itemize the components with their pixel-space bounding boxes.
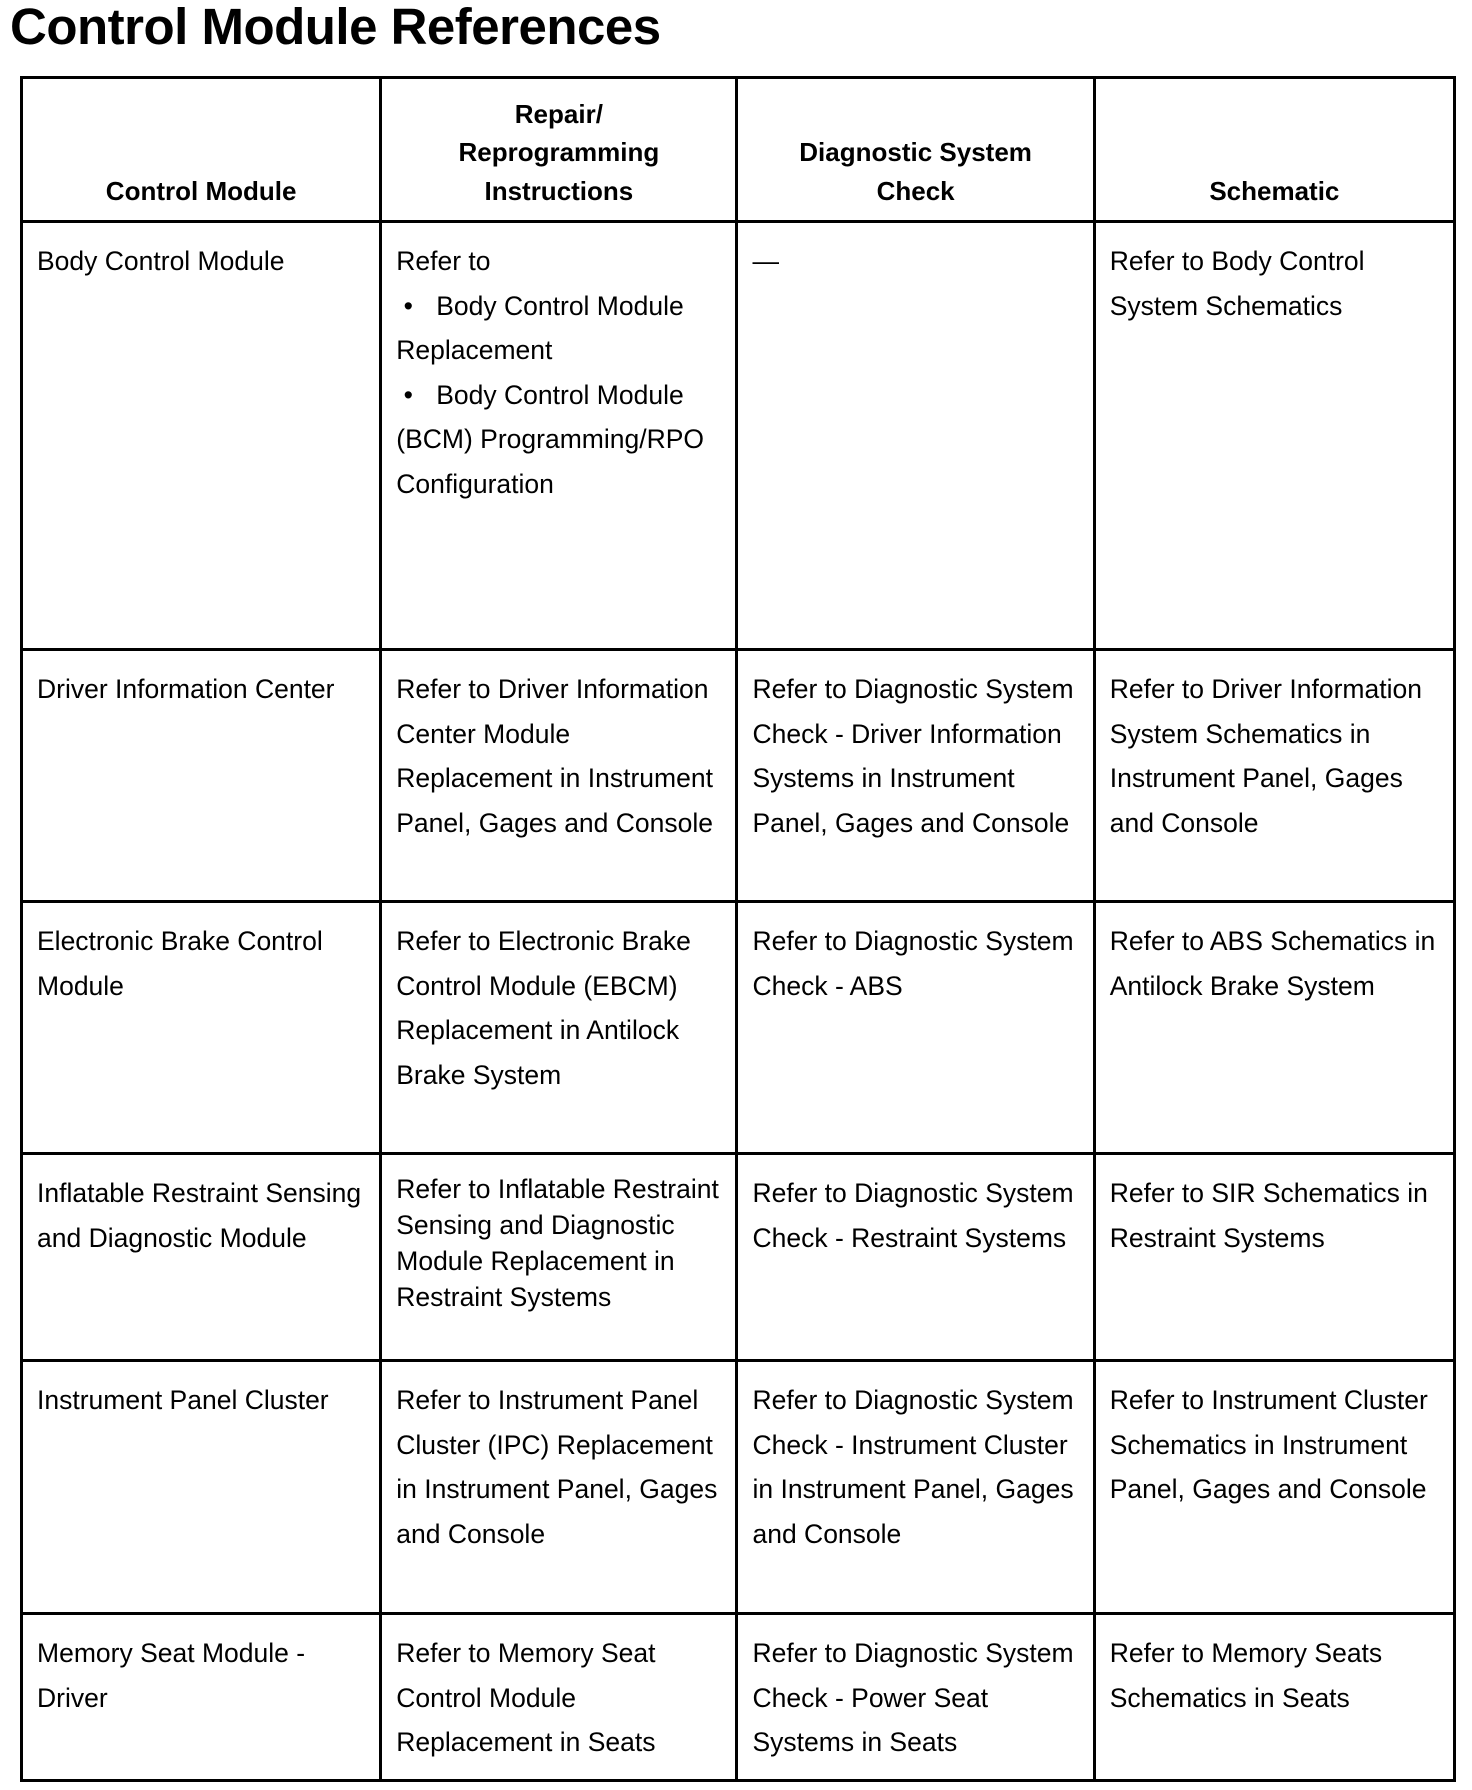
repair-cell: Refer to Electronic Brake Control Module (EBCM) Replacement in Antilock Brake System bbox=[381, 902, 737, 1154]
schematic-cell: Refer to Body Control System Schematics bbox=[1094, 222, 1454, 650]
schematic-cell: Refer to SIR Schematics in Restraint Systems bbox=[1094, 1154, 1454, 1361]
table-row bbox=[22, 902, 1455, 1154]
module-cell: Memory Seat Module - Driver bbox=[22, 1614, 381, 1781]
repair-intro: Refer to bbox=[396, 246, 491, 276]
table-row bbox=[22, 222, 1455, 650]
table-header-row bbox=[22, 78, 1455, 222]
repair-cell: Refer to Instrument Panel Cluster (IPC) Replacement in Instrument Panel, Gages and Console bbox=[381, 1361, 737, 1614]
control-module-table bbox=[20, 76, 1456, 1782]
diagnostic-cell bbox=[737, 222, 1094, 650]
diagnostic-cell: Refer to Diagnostic System Check - Power Seat Systems in Seats bbox=[737, 1614, 1094, 1781]
table-row bbox=[22, 650, 1455, 902]
module-cell: Driver Information Center bbox=[22, 650, 381, 902]
module-cell: Body Control Module bbox=[22, 222, 381, 650]
repair-cell: Refer to Driver Information Center Module Replacement in Instrument Panel, Gages and Console bbox=[381, 650, 737, 902]
repair-cell bbox=[381, 222, 737, 650]
empty-dash: — bbox=[752, 246, 779, 276]
header-schematic: Schematic bbox=[1094, 78, 1454, 222]
module-cell: Instrument Panel Cluster bbox=[22, 1361, 381, 1614]
diagnostic-cell: Refer to Diagnostic System Check - Restraint Systems bbox=[737, 1154, 1094, 1361]
page-title: Control Module References bbox=[10, 0, 661, 55]
header-repair-instructions: Repair/ Reprogramming Instructions bbox=[381, 78, 737, 222]
list-item: • Body Control Module Replacement bbox=[396, 290, 684, 365]
table-row bbox=[22, 1154, 1455, 1361]
header-diagnostic-system-check: Diagnostic System Check bbox=[737, 78, 1094, 222]
schematic-cell: Refer to Instrument Cluster Schematics in Instrument Panel, Gages and Console bbox=[1094, 1361, 1454, 1614]
schematic-cell: Refer to Memory Seats Schematics in Seats bbox=[1094, 1614, 1454, 1781]
list-item: • Body Control Module (BCM) Programming/RPO Configuration bbox=[396, 379, 704, 499]
repair-cell: Refer to Inflatable Restraint Sensing and Diagnostic Module Replacement in Restraint Systems bbox=[381, 1154, 737, 1361]
diagnostic-cell: Refer to Diagnostic System Check - Driver Information Systems in Instrument Panel, Gages and Console bbox=[737, 650, 1094, 902]
table-row bbox=[22, 1614, 1455, 1781]
module-cell: Inflatable Restraint Sensing and Diagnostic Module bbox=[22, 1154, 381, 1361]
module-cell: Electronic Brake Control Module bbox=[22, 902, 381, 1154]
table-row bbox=[22, 1361, 1455, 1614]
diagnostic-cell: Refer to Diagnostic System Check - ABS bbox=[737, 902, 1094, 1154]
schematic-cell: Refer to ABS Schematics in Antilock Brake System bbox=[1094, 902, 1454, 1154]
diagnostic-cell: Refer to Diagnostic System Check - Instrument Cluster in Instrument Panel, Gages and Console bbox=[737, 1361, 1094, 1614]
header-control-module: Control Module bbox=[22, 78, 381, 222]
repair-cell: Refer to Memory Seat Control Module Replacement in Seats bbox=[381, 1614, 737, 1781]
schematic-cell: Refer to Driver Information System Schematics in Instrument Panel, Gages and Console bbox=[1094, 650, 1454, 902]
